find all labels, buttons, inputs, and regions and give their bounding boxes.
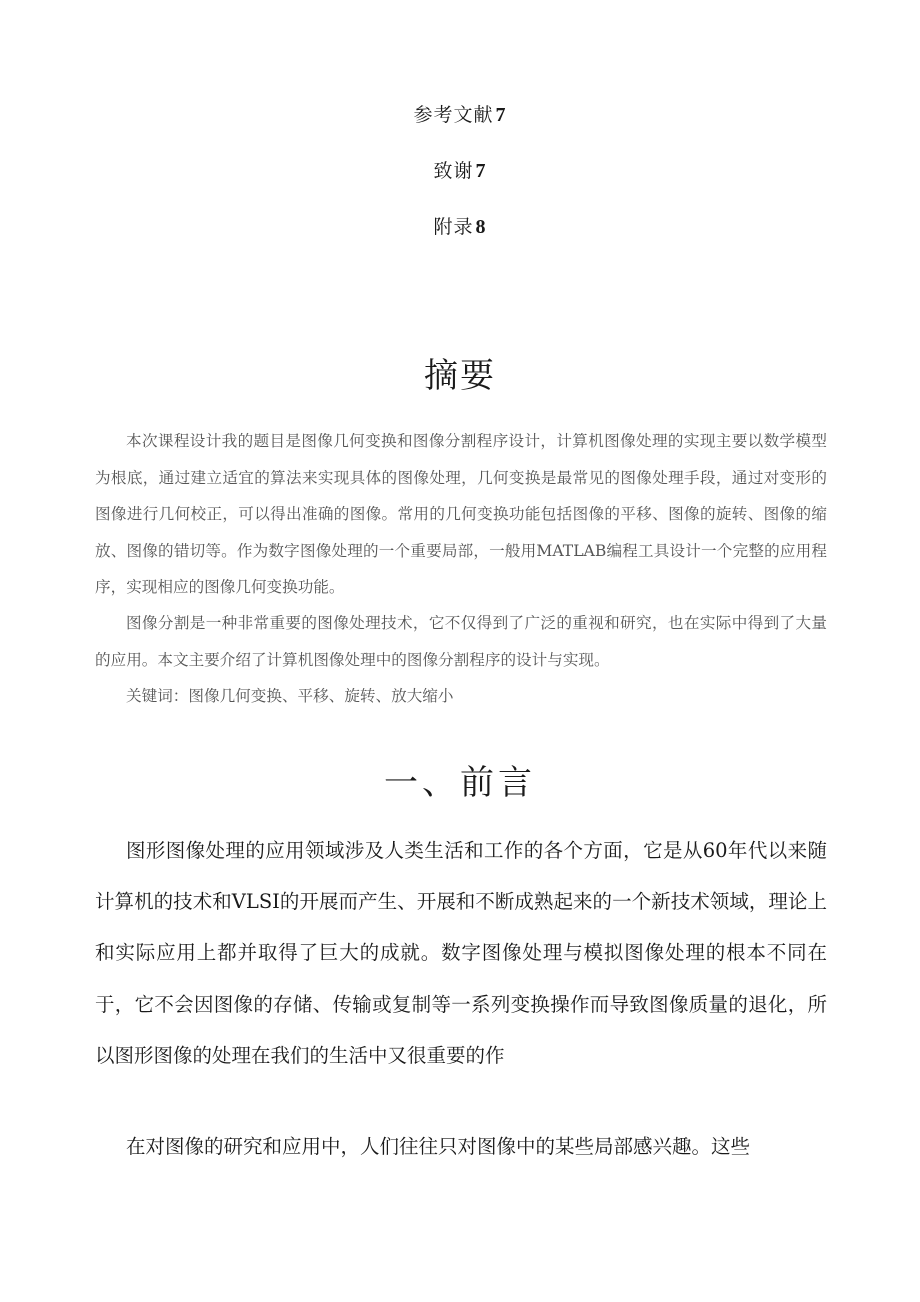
toc-label: 致谢 [433, 160, 474, 182]
toc-label: 附录 [433, 216, 474, 238]
toc-page-number: 8 [475, 216, 487, 238]
toc-page-number: 7 [495, 104, 507, 126]
toc-label: 参考文献 [413, 104, 494, 126]
preface-heading: 一、前言 [384, 763, 536, 803]
abstract-paragraph-1: 本次课程设计我的题目是图像几何变换和图像分割程序设计，计算机图像处理的实现主要以数学模型为根底，通过建立适宜的算法来实现具体的图像处理，几何变换是最常见的图像处理手段，通过对变形的图像进行几何校正，可以得出准确的图像。常用的几何变换功能包括图像的平移、图像的旋转、图像的缩放、图像的错切等。作为数字图像处理的一个重要局部，一般用MATLAB编程工具设计一个完整的应用程序，实现相应的图像几何变换功能。 [95, 432, 827, 596]
toc-entry-references [0, 100, 920, 127]
preface-paragraph-2: 在对图像的研究和应用中，人们往往只对图像中的某些局部感兴趣。这些 [126, 1135, 751, 1158]
toc-entry-appendix [0, 212, 920, 239]
abstract-heading: 摘要 [424, 356, 496, 396]
preface-paragraph-1: 图形图像处理的应用领域涉及人类生活和工作的各个方面，它是从60年代以来随计算机的技术和VLSI的开展而产生、开展和不断成熟起来的一个新技术领域，理论上和实际应用上都并取得了巨大的成就。数字图像处理与模拟图像处理的根本不同在于，它不会因图像的存储、传输或复制等一系列变换操作而导致图像质量的退化，所以图形图像的处理在我们的生活中又很重要的作 [95, 839, 827, 1067]
abstract-keywords: 关键词：图像几何变换、平移、旋转、放大缩小 [126, 687, 454, 705]
abstract-paragraph-2: 图像分割是一种非常重要的图像处理技术，它不仅得到了广泛的重视和研究，也在实际中得到了大量的应用。本文主要介绍了计算机图像处理中的图像分割程序的设计与实现。 [95, 614, 827, 669]
toc-entry-acknowledgements [0, 156, 920, 183]
toc-page-number: 7 [475, 160, 487, 182]
